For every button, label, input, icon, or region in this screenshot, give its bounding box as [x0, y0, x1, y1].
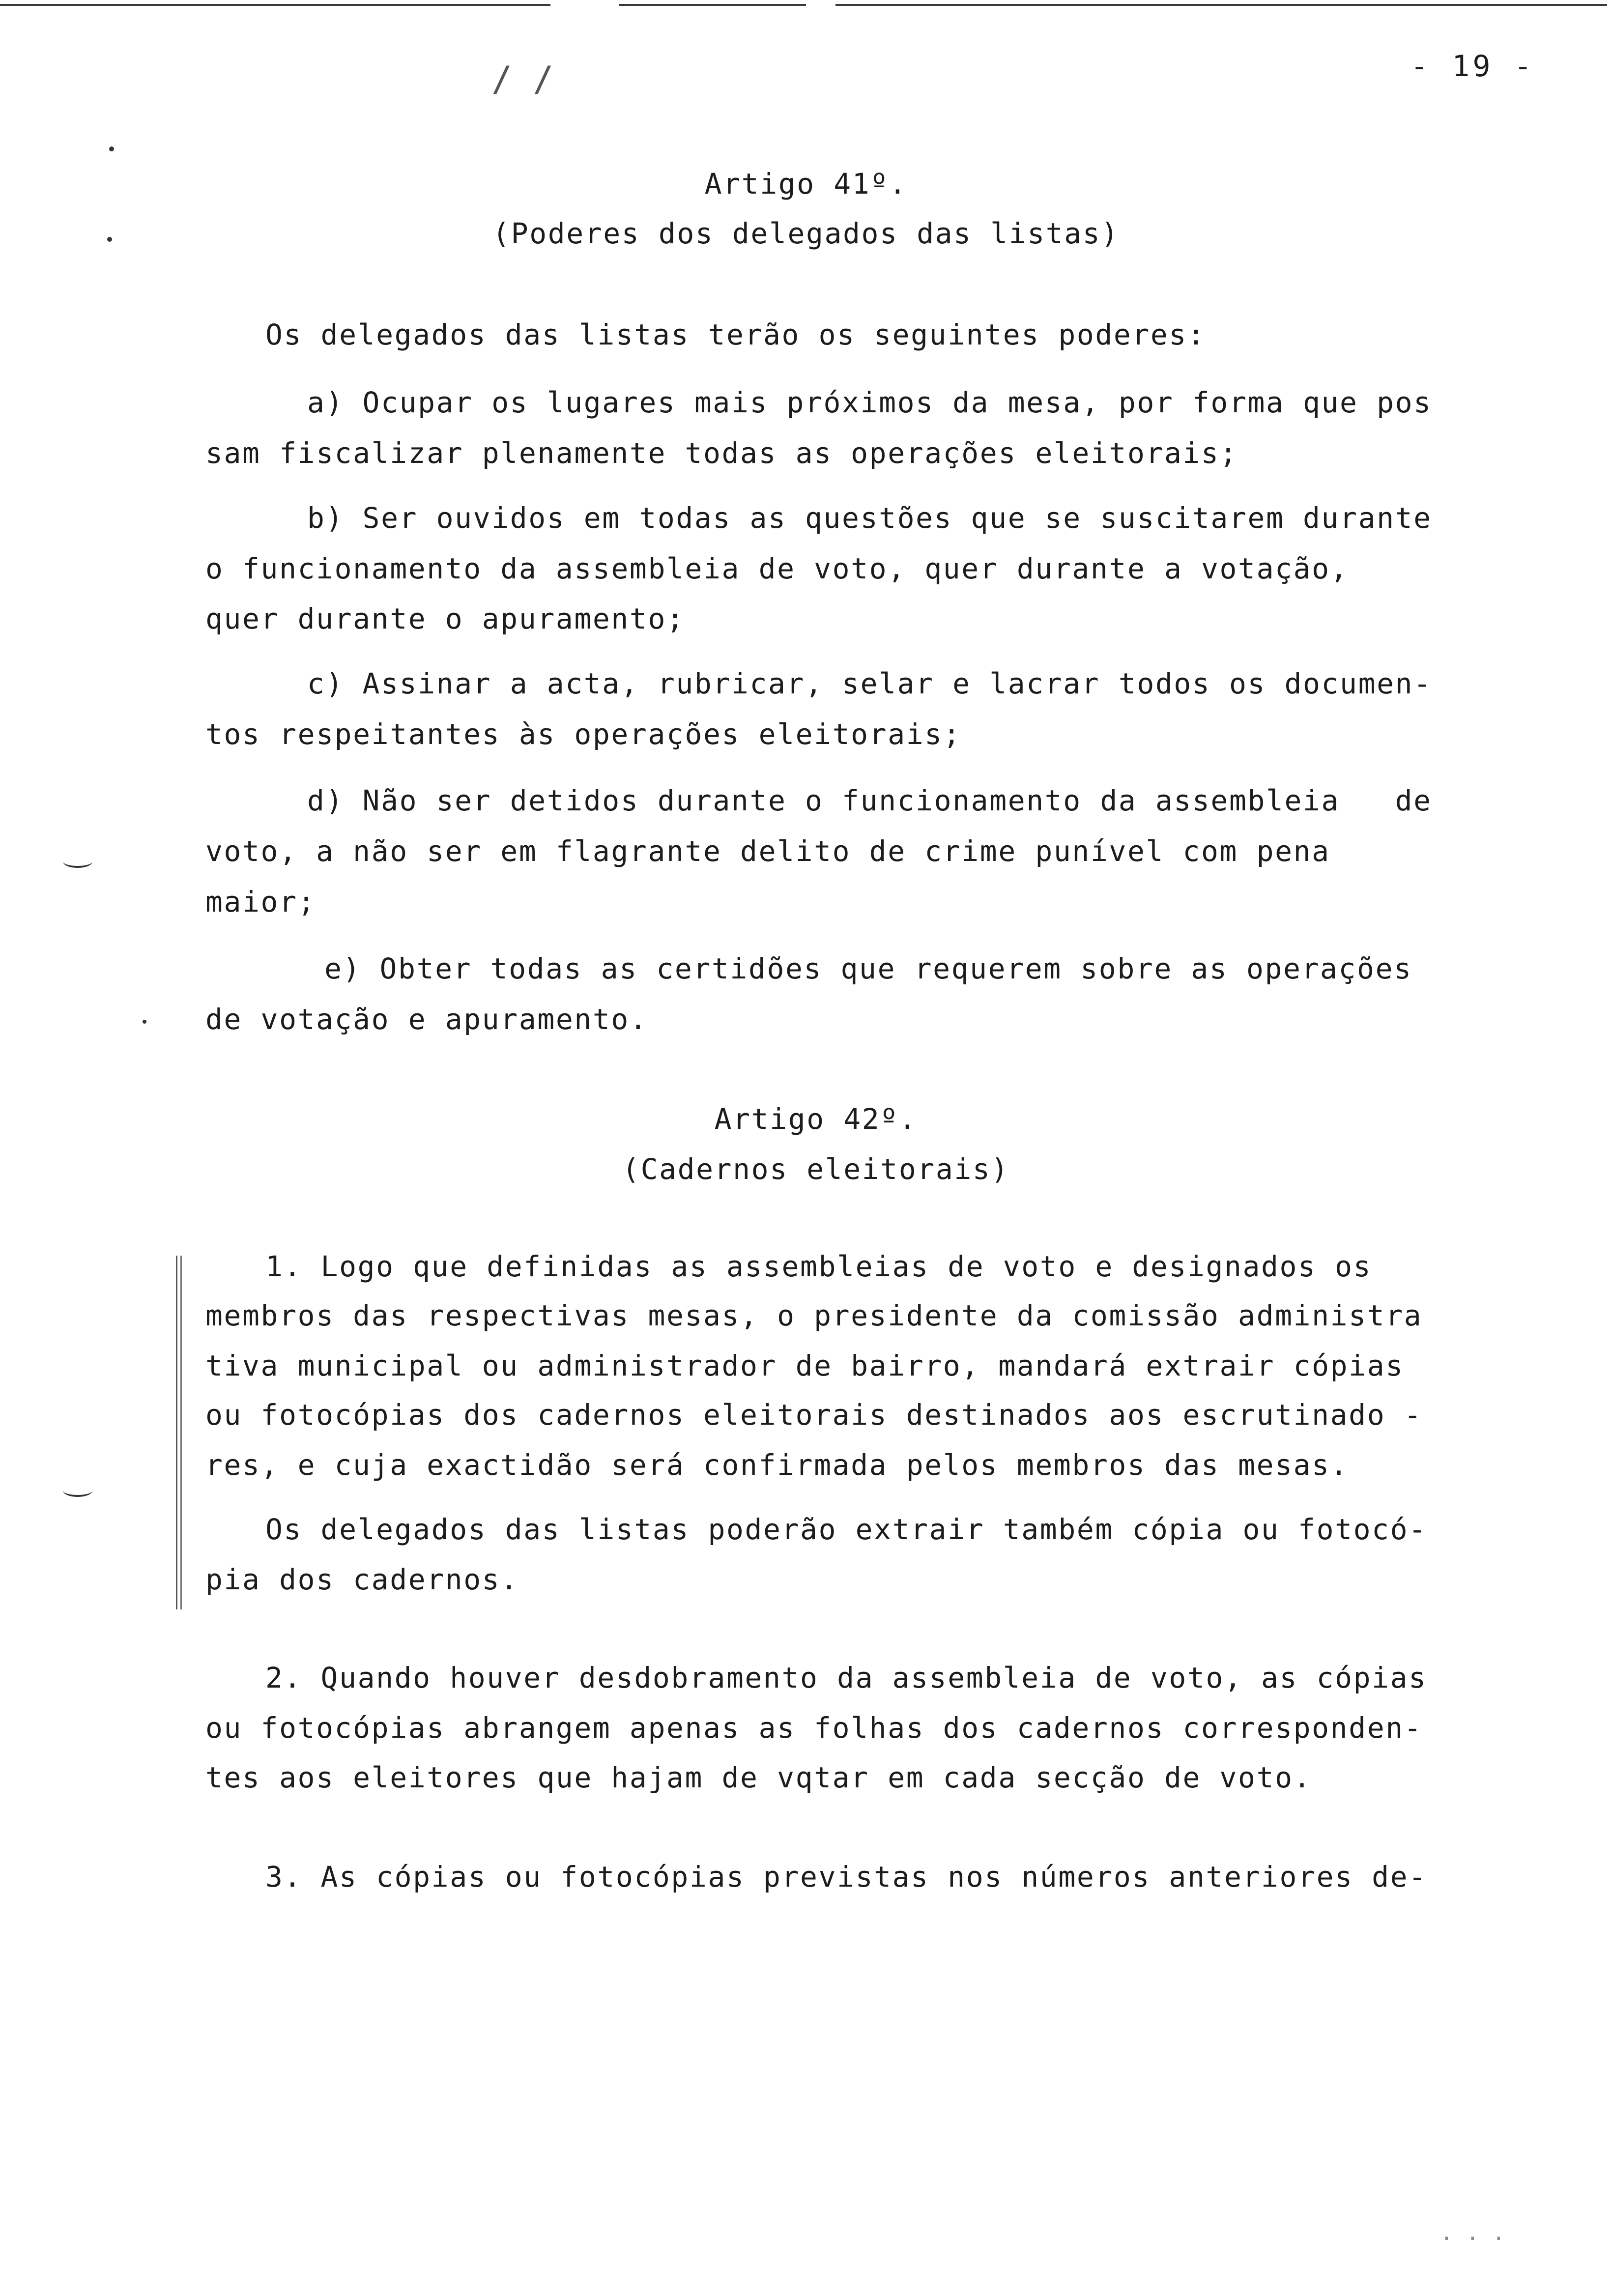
- article-subtitle: (Cadernos eleitorais): [622, 1152, 1009, 1186]
- paragraph-line: o funcionamento da assembleia de voto, quer durante a votação,: [205, 552, 1349, 585]
- margin-mark: [63, 855, 92, 868]
- paragraph-line: sam fiscalizar plenamente todas as operações eleitorais;: [205, 436, 1238, 470]
- paragraph-line: de votação e apuramento.: [205, 1003, 648, 1036]
- pen-mark: / /: [491, 59, 554, 99]
- margin-bar: [176, 1256, 182, 1609]
- paragraph-line: tes aos eleitores que hajam de vqtar em cada secção de voto.: [205, 1761, 1312, 1794]
- page-number: - 19 -: [1410, 49, 1535, 84]
- paragraph-line: ou fotocópias abrangem apenas as folhas dos cadernos corresponden-: [205, 1711, 1423, 1745]
- paragraph-line: d) Não ser detidos durante o funcionamento da assembleia de: [307, 784, 1432, 817]
- paragraph-line: ou fotocópias dos cadernos eleitorais destinados aos escrutinado -: [205, 1398, 1423, 1432]
- article-intro: Os delegados das listas terão os seguintes poderes:: [265, 318, 1206, 351]
- paragraph-line: maior;: [205, 885, 317, 918]
- article-heading: Artigo 41º.: [704, 167, 908, 201]
- paragraph-line: a) Ocupar os lugares mais próximos da mesa, por forma que pos: [307, 386, 1432, 419]
- paragraph-line: 1. Logo que definidas as assembleias de voto e designados os: [265, 1250, 1372, 1283]
- margin-dot: [143, 1020, 146, 1024]
- paragraph-line: c) Assinar a acta, rubricar, selar e lacrar todos os documen-: [307, 667, 1432, 700]
- paragraph-line: e) Obter todas as certidões que requerem sobre as operações: [324, 952, 1412, 985]
- scan-speck: · · ·: [1440, 2226, 1505, 2251]
- paragraph-line: tos respeitantes às operações eleitorais;: [205, 718, 962, 751]
- paragraph-line: voto, a não ser em flagrante delito de crime punível com pena: [205, 834, 1330, 868]
- paragraph-line: tiva municipal ou administrador de bairro, mandará extrair cópias: [205, 1349, 1404, 1382]
- paragraph-line: Os delegados das listas poderão extrair também cópia ou fotocó-: [265, 1513, 1427, 1546]
- paragraph-line: b) Ser ouvidos em todas as questões que se suscitarem durante: [307, 501, 1432, 535]
- paragraph-line: pia dos cadernos.: [205, 1563, 519, 1596]
- top-rule: [835, 4, 1607, 6]
- paragraph-line: quer durante o apuramento;: [205, 602, 685, 635]
- margin-dot: [109, 146, 114, 151]
- top-rule: [0, 4, 550, 6]
- paragraph-line: res, e cuja exactidão será confirmada pelos membros das mesas.: [205, 1448, 1349, 1482]
- paragraph-line: 3. As cópias ou fotocópias previstas nos números anteriores de-: [265, 1860, 1427, 1894]
- paragraph-line: 2. Quando houver desdobramento da assembleia de voto, as cópias: [265, 1661, 1427, 1694]
- article-heading: Artigo 42º.: [714, 1102, 918, 1136]
- article-subtitle: (Poderes dos delegados das listas): [492, 217, 1120, 250]
- top-rule: [619, 4, 806, 6]
- paragraph-line: membros das respectivas mesas, o presidente da comissão administra: [205, 1299, 1423, 1332]
- margin-mark: [63, 1484, 92, 1497]
